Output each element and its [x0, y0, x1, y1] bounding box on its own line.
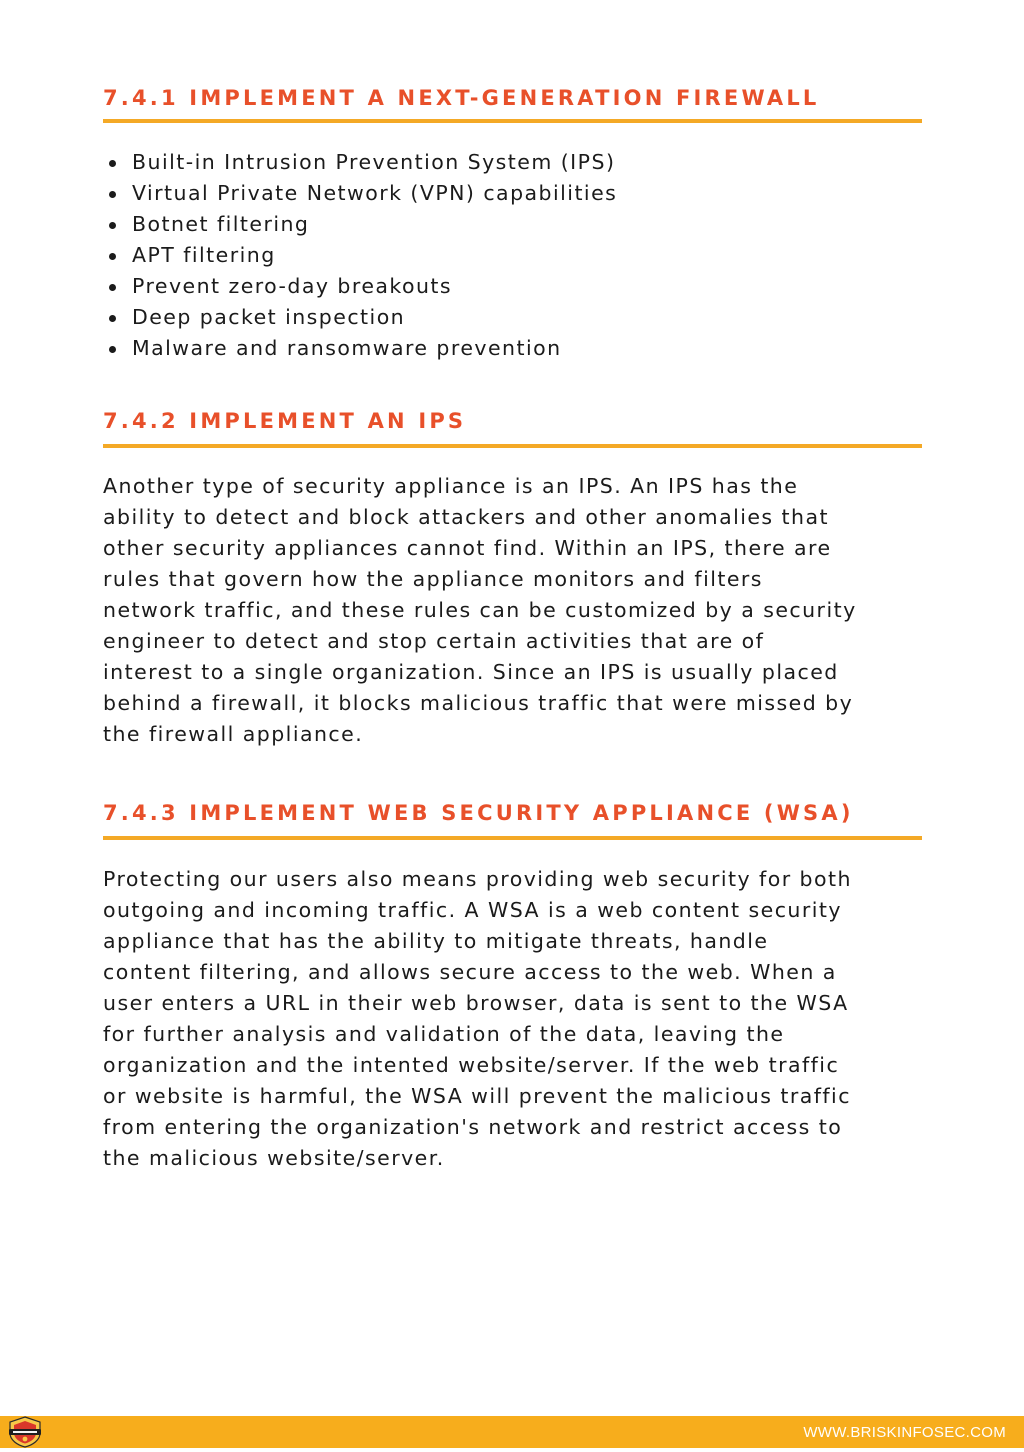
heading-underline — [103, 836, 922, 840]
list-item-text: Malware and ransomware prevention — [132, 336, 562, 360]
paragraph-line: interest to a single organization. Since an IPS is usually placed — [103, 660, 839, 684]
bullet-icon — [109, 222, 116, 229]
paragraph-line: content filtering, and allows secure access to the web. When a — [103, 960, 837, 984]
list-item-text: APT filtering — [132, 243, 276, 267]
list-item — [103, 271, 617, 302]
paragraph-line: network traffic, and these rules can be customized by a security — [103, 598, 857, 622]
list-item — [103, 147, 617, 178]
website-link[interactable]: WWW.BRISKINFOSEC.COM — [803, 1424, 1006, 1441]
heading-underline — [103, 119, 922, 123]
paragraph-line: rules that govern how the appliance monitors and filters — [103, 567, 763, 591]
firewall-features-list — [103, 147, 617, 364]
paragraph-line: ability to detect and block attackers and other anomalies that — [103, 505, 829, 529]
paragraph-line: from entering the organization's network and restrict access to — [103, 1115, 843, 1139]
list-item — [103, 209, 617, 240]
paragraph-line: the malicious website/server. — [103, 1146, 445, 1170]
list-item-text: Botnet filtering — [132, 212, 310, 236]
list-item — [103, 302, 617, 333]
list-item — [103, 240, 617, 271]
paragraph-line: Another type of security appliance is an IPS. An IPS has the — [103, 474, 799, 498]
section-heading-wsa: 7.4.3 IMPLEMENT WEB SECURITY APPLIANCE (WSA) — [103, 801, 854, 825]
bullet-icon — [109, 191, 116, 198]
list-item-text: Prevent zero-day breakouts — [132, 274, 453, 298]
bullet-icon — [109, 160, 116, 167]
paragraph-line: behind a firewall, it blocks malicious traffic that were missed by — [103, 691, 854, 715]
list-item — [103, 333, 617, 364]
list-item-text: Built-in Intrusion Prevention System (IPS) — [132, 150, 616, 174]
bullet-icon — [109, 315, 116, 322]
paragraph-line: outgoing and incoming traffic. A WSA is a web content security — [103, 898, 842, 922]
bullet-icon — [109, 253, 116, 260]
bullet-icon — [109, 346, 116, 353]
paragraph-line: appliance that has the ability to mitigate threats, handle — [103, 929, 769, 953]
paragraph-line: other security appliances cannot find. Within an IPS, there are — [103, 536, 832, 560]
list-item — [103, 178, 617, 209]
section-heading-next-gen-firewall: 7.4.1 IMPLEMENT A NEXT-GENERATION FIREWALL — [103, 86, 820, 110]
section-heading-ips: 7.4.2 IMPLEMENT AN IPS — [103, 409, 467, 433]
brisk-infosec-logo-icon — [6, 1416, 44, 1448]
paragraph-line: the firewall appliance. — [103, 722, 364, 746]
list-item-text: Virtual Private Network (VPN) capabilities — [132, 181, 618, 205]
footer-bar — [0, 1416, 1024, 1448]
list-item-text: Deep packet inspection — [132, 305, 406, 329]
ips-paragraph — [103, 471, 943, 750]
bullet-icon — [109, 284, 116, 291]
paragraph-line: for further analysis and validation of the data, leaving the — [103, 1022, 785, 1046]
heading-underline — [103, 444, 922, 448]
wsa-paragraph — [103, 864, 943, 1174]
paragraph-line: or website is harmful, the WSA will prevent the malicious traffic — [103, 1084, 851, 1108]
paragraph-line: user enters a URL in their web browser, data is sent to the WSA — [103, 991, 849, 1015]
paragraph-line: engineer to detect and stop certain activities that are of — [103, 629, 765, 653]
paragraph-line: organization and the intented website/server. If the web traffic — [103, 1053, 840, 1077]
paragraph-line: Protecting our users also means providing web security for both — [103, 867, 852, 891]
